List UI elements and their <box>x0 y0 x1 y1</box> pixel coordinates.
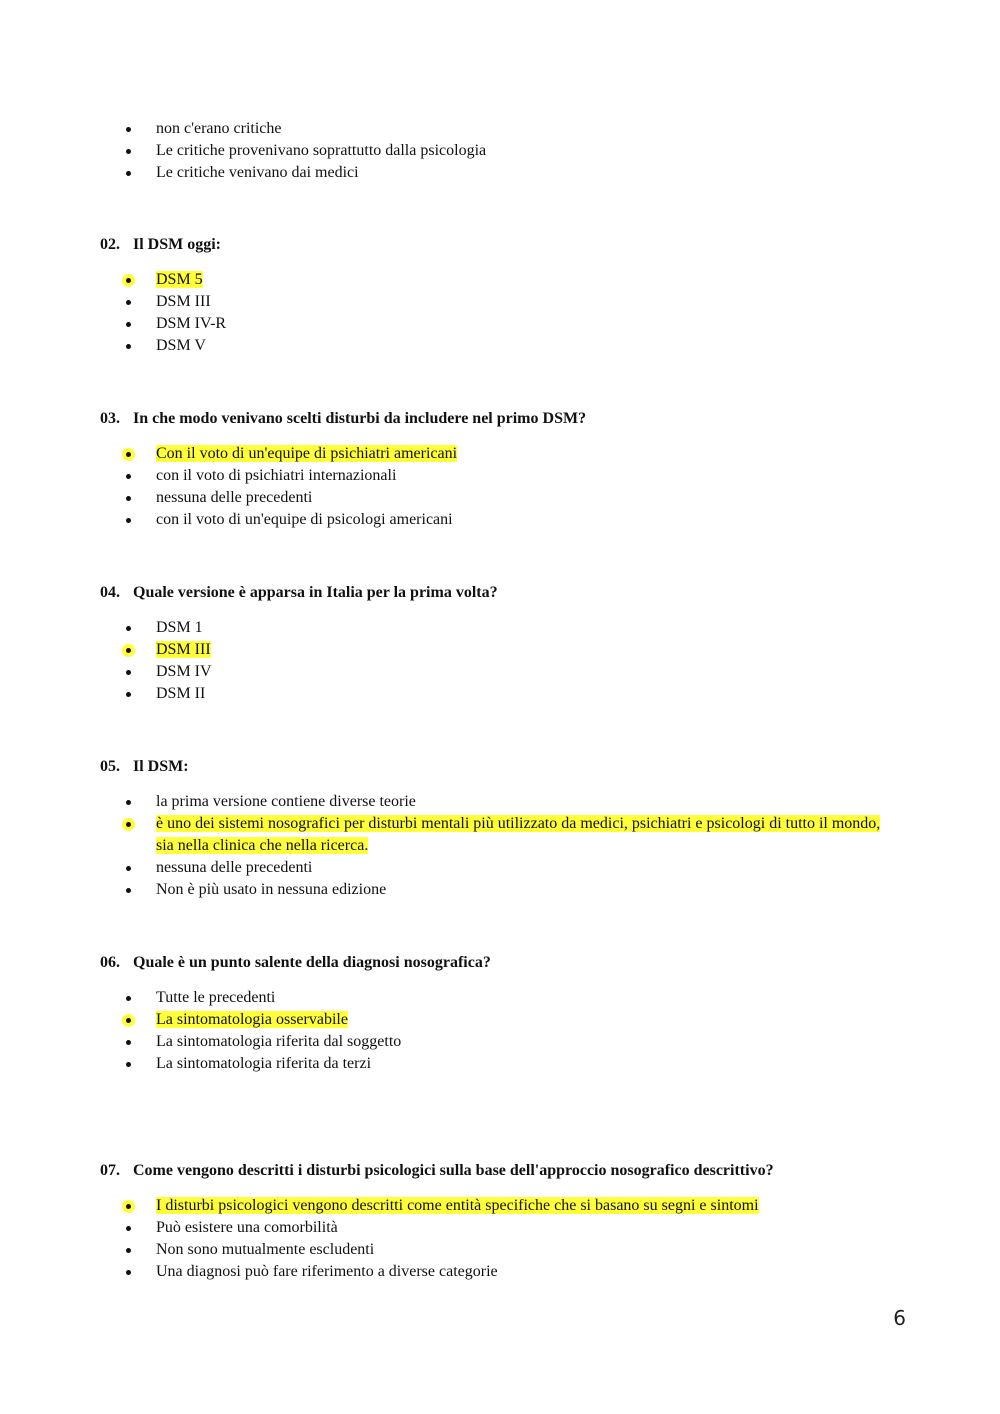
question-number: 03. <box>100 410 120 427</box>
option-list <box>100 617 900 705</box>
question-text: Quale versione è apparsa in Italia per la prima volta? <box>133 584 498 601</box>
option-text: La sintomatologia riferita dal soggetto <box>156 1033 402 1050</box>
bullet-icon <box>126 344 131 349</box>
question-heading <box>100 952 900 974</box>
option-text: nessuna delle precedenti <box>156 489 313 506</box>
bullet-icon <box>126 648 131 653</box>
option-item <box>100 791 900 813</box>
option-text: La sintomatologia osservabile <box>156 1011 348 1028</box>
bullet-icon <box>126 518 131 523</box>
bullet-icon <box>126 996 131 1001</box>
option-text: DSM III <box>156 293 211 310</box>
bullet-icon <box>126 692 131 697</box>
option-text: DSM 1 <box>156 619 203 636</box>
bullet-icon <box>126 1018 131 1023</box>
bullet-icon <box>126 496 131 501</box>
option-list <box>100 269 900 357</box>
option-text: Le critiche venivano dai medici <box>156 164 359 181</box>
option-item <box>100 1261 900 1283</box>
bullet-icon <box>126 278 131 283</box>
option-text: DSM V <box>156 337 206 354</box>
bullet-icon <box>126 1248 131 1253</box>
option-item <box>100 1031 900 1053</box>
question-heading <box>100 582 900 604</box>
option-text: Non è più usato in nessuna edizione <box>156 881 387 898</box>
option-item-highlighted <box>100 443 900 465</box>
question-number: 07. <box>100 1162 120 1179</box>
option-item <box>100 140 900 162</box>
question-heading <box>100 408 900 430</box>
option-item <box>100 879 900 901</box>
bullet-icon <box>126 322 131 327</box>
option-text: DSM III <box>156 641 211 658</box>
bullet-icon <box>126 1270 131 1275</box>
option-item <box>100 291 900 313</box>
option-text: DSM 5 <box>156 271 203 288</box>
question-06 <box>100 952 900 1075</box>
option-text: la prima versione contiene diverse teorie <box>156 793 416 810</box>
option-text: Con il voto di un'equipe di psichiatri americani <box>156 445 458 462</box>
intro-options-block <box>100 118 900 184</box>
option-text: Non sono mutualmente escludenti <box>156 1241 375 1258</box>
option-item-highlighted <box>100 639 900 661</box>
option-item <box>100 683 900 705</box>
question-number: 04. <box>100 584 120 601</box>
option-text: I disturbi psicologici vengono descritti come entità specifiche che si basano su segni e sintomi <box>156 1197 759 1214</box>
bullet-icon <box>126 888 131 893</box>
option-item-highlighted <box>100 1195 900 1217</box>
option-item-highlighted <box>100 813 900 857</box>
question-heading <box>100 756 900 778</box>
question-number: 02. <box>100 236 120 253</box>
bullet-icon <box>126 670 131 675</box>
option-text: con il voto di psichiatri internazionali <box>156 467 397 484</box>
option-text: DSM IV-R <box>156 315 227 332</box>
question-heading <box>100 234 900 256</box>
question-text: Il DSM: <box>133 758 189 775</box>
option-text: Le critiche provenivano soprattutto dalla psicologia <box>156 142 487 159</box>
option-text: non c'erano critiche <box>156 120 282 137</box>
option-item <box>100 487 900 509</box>
option-text: Tutte le precedenti <box>156 989 276 1006</box>
option-item <box>100 857 900 879</box>
option-item-highlighted <box>100 269 900 291</box>
question-text: Il DSM oggi: <box>133 236 221 253</box>
option-list <box>100 1195 900 1283</box>
option-text: Una diagnosi può fare riferimento a diverse categorie <box>156 1263 498 1280</box>
option-item <box>100 509 900 531</box>
bullet-icon <box>126 866 131 871</box>
option-item <box>100 987 900 1009</box>
question-heading <box>100 1160 900 1182</box>
option-text: è uno dei sistemi nosografici per disturbi mentali più utilizzato da medici, psichiatri e psicologi di tutto il mondo, sia nella clinica che nella ricerca. <box>156 815 881 854</box>
bullet-icon <box>126 300 131 305</box>
option-list <box>100 443 900 531</box>
option-list <box>100 791 900 901</box>
option-item <box>100 1053 900 1075</box>
option-item <box>100 465 900 487</box>
option-item <box>100 617 900 639</box>
option-item-highlighted <box>100 1009 900 1031</box>
bullet-icon <box>126 149 131 154</box>
option-text: La sintomatologia riferita da terzi <box>156 1055 372 1072</box>
question-03 <box>100 408 900 531</box>
bullet-icon <box>126 1226 131 1231</box>
question-number: 06. <box>100 954 120 971</box>
option-list <box>100 987 900 1075</box>
option-text: nessuna delle precedenti <box>156 859 313 876</box>
bullet-icon <box>126 127 131 132</box>
option-text: con il voto di un'equipe di psicologi americani <box>156 511 453 528</box>
bullet-icon <box>126 1062 131 1067</box>
option-item <box>100 1217 900 1239</box>
option-item <box>100 162 900 184</box>
bullet-icon <box>126 474 131 479</box>
option-list <box>100 118 900 184</box>
option-item <box>100 1239 900 1261</box>
option-item <box>100 313 900 335</box>
question-05 <box>100 756 900 901</box>
question-text: In che modo venivano scelti disturbi da includere nel primo DSM? <box>133 410 587 427</box>
bullet-icon <box>126 452 131 457</box>
question-02 <box>100 234 900 357</box>
question-text: Come vengono descritti i disturbi psicologici sulla base dell'approccio nosografico descrittivo? <box>133 1162 774 1179</box>
bullet-icon <box>126 1204 131 1209</box>
question-04 <box>100 582 900 705</box>
bullet-icon <box>126 822 131 827</box>
option-text: DSM II <box>156 685 206 702</box>
bullet-icon <box>126 626 131 631</box>
question-07 <box>100 1160 900 1283</box>
option-text: Può esistere una comorbilità <box>156 1219 338 1236</box>
option-item <box>100 335 900 357</box>
option-item <box>100 661 900 683</box>
option-item <box>100 118 900 140</box>
page-number: 6 <box>893 1306 906 1330</box>
bullet-icon <box>126 171 131 176</box>
bullet-icon <box>126 1040 131 1045</box>
bullet-icon <box>126 800 131 805</box>
question-text: Quale è un punto salente della diagnosi nosografica? <box>133 954 491 971</box>
question-number: 05. <box>100 758 120 775</box>
option-text: DSM IV <box>156 663 212 680</box>
